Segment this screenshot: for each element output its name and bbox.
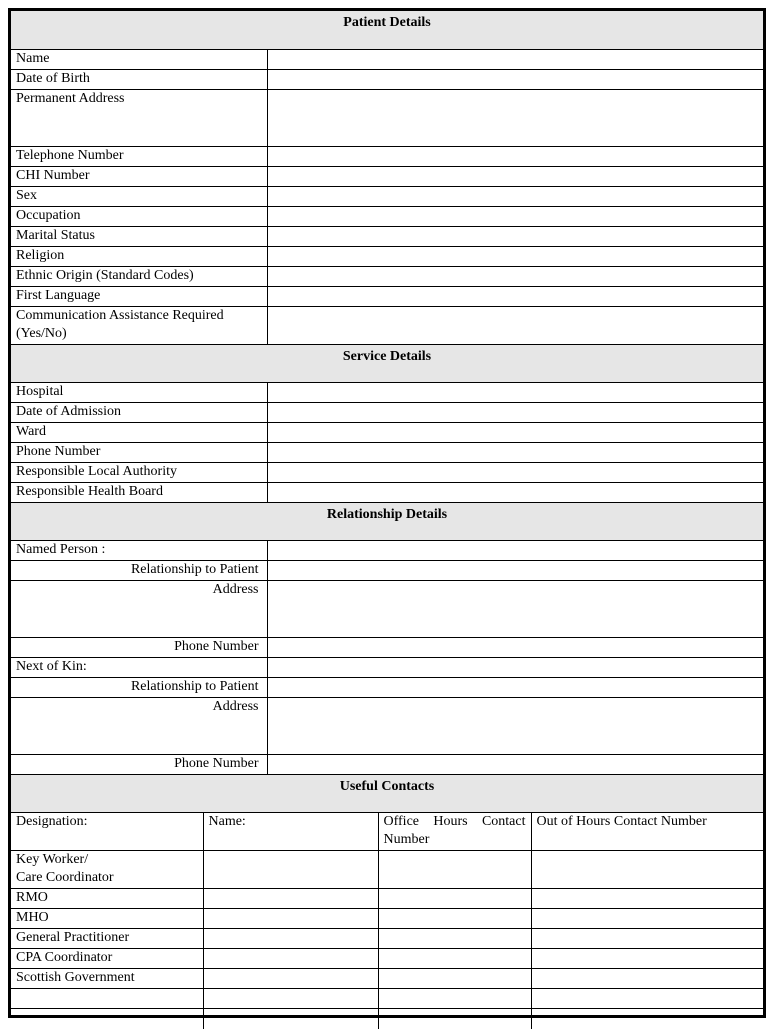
contact-out-of-hours-cell[interactable]	[531, 889, 763, 909]
contact-name-cell[interactable]	[203, 929, 378, 949]
contact-designation-key-worker	[11, 851, 203, 889]
key-worker-line2: Care Coordinator	[16, 870, 114, 885]
useful-contacts-table	[11, 812, 763, 1029]
section-title-relationship: Relationship Details	[11, 502, 763, 540]
field-ward[interactable]	[267, 422, 763, 442]
label-hospital: Hospital	[11, 382, 267, 402]
label-ethnic-origin: Ethnic Origin (Standard Codes)	[11, 266, 267, 286]
key-worker-line1: Key Worker/	[16, 852, 89, 867]
contact-designation-rmo: RMO	[11, 889, 203, 909]
contact-designation-blank[interactable]	[11, 989, 203, 1009]
contact-out-of-hours-cell[interactable]	[531, 909, 763, 929]
label-marital-status: Marital Status	[11, 226, 267, 246]
header-office-hours: Office Hours Contact Number	[378, 813, 531, 851]
field-named-person-phone[interactable]	[267, 637, 763, 657]
field-marital-status[interactable]	[267, 226, 763, 246]
field-telephone-number[interactable]	[267, 146, 763, 166]
label-date-of-admission: Date of Admission	[11, 402, 267, 422]
field-ethnic-origin[interactable]	[267, 266, 763, 286]
label-religion: Religion	[11, 246, 267, 266]
contact-office-hours-cell[interactable]	[378, 949, 531, 969]
contact-designation-mho: MHO	[11, 909, 203, 929]
field-date-of-admission[interactable]	[267, 402, 763, 422]
field-hospital[interactable]	[267, 382, 763, 402]
field-chi-number[interactable]	[267, 166, 763, 186]
contact-office-hours-cell[interactable]	[378, 851, 531, 889]
field-named-person-relationship[interactable]	[267, 560, 763, 580]
label-ward: Ward	[11, 422, 267, 442]
label-date-of-birth: Date of Birth	[11, 69, 267, 89]
section-title-service: Service Details	[11, 344, 763, 382]
patient-details-table	[11, 11, 763, 812]
contact-office-hours-cell[interactable]	[378, 989, 531, 1009]
contact-office-hours-cell[interactable]	[378, 969, 531, 989]
contact-office-hours-cell[interactable]	[378, 889, 531, 909]
contact-out-of-hours-cell[interactable]	[531, 851, 763, 889]
field-religion[interactable]	[267, 246, 763, 266]
label-communication-assistance: Communication Assistance Required (Yes/No)	[11, 306, 267, 344]
contact-designation-gp: General Practitioner	[11, 929, 203, 949]
field-sex[interactable]	[267, 186, 763, 206]
field-communication-assistance[interactable]	[267, 306, 763, 344]
field-permanent-address[interactable]	[267, 89, 763, 146]
contact-office-hours-cell[interactable]	[378, 909, 531, 929]
label-responsible-local-authority: Responsible Local Authority	[11, 462, 267, 482]
label-name: Name	[11, 49, 267, 69]
label-next-of-kin-address: Address	[11, 697, 267, 754]
field-next-of-kin[interactable]	[267, 657, 763, 677]
field-service-phone-number[interactable]	[267, 442, 763, 462]
label-permanent-address: Permanent Address	[11, 89, 267, 146]
field-next-of-kin-relationship[interactable]	[267, 677, 763, 697]
field-named-person[interactable]	[267, 540, 763, 560]
header-name: Name:	[203, 813, 378, 851]
field-first-language[interactable]	[267, 286, 763, 306]
contact-name-cell[interactable]	[203, 949, 378, 969]
label-occupation: Occupation	[11, 206, 267, 226]
header-designation: Designation:	[11, 813, 203, 851]
field-occupation[interactable]	[267, 206, 763, 226]
label-named-person-phone: Phone Number	[11, 637, 267, 657]
contact-out-of-hours-cell[interactable]	[531, 989, 763, 1009]
label-sex: Sex	[11, 186, 267, 206]
label-telephone-number: Telephone Number	[11, 146, 267, 166]
section-title-patient: Patient Details	[11, 11, 763, 49]
field-responsible-local-authority[interactable]	[267, 462, 763, 482]
contact-name-cell[interactable]	[203, 889, 378, 909]
field-next-of-kin-address[interactable]	[267, 697, 763, 754]
contact-office-hours-cell[interactable]	[378, 929, 531, 949]
contact-designation-scottish-government: Scottish Government	[11, 969, 203, 989]
contact-name-cell[interactable]	[203, 909, 378, 929]
field-name[interactable]	[267, 49, 763, 69]
label-named-person-address: Address	[11, 580, 267, 637]
form-frame	[8, 8, 766, 1018]
contact-name-cell[interactable]	[203, 851, 378, 889]
field-named-person-address[interactable]	[267, 580, 763, 637]
contact-name-cell[interactable]	[203, 989, 378, 1009]
contact-designation-cpa: CPA Coordinator	[11, 949, 203, 969]
contact-out-of-hours-cell[interactable]	[531, 949, 763, 969]
contact-out-of-hours-cell[interactable]	[531, 929, 763, 949]
label-chi-number: CHI Number	[11, 166, 267, 186]
label-next-of-kin: Next of Kin:	[11, 657, 267, 677]
header-out-of-hours: Out of Hours Contact Number	[531, 813, 763, 851]
label-next-of-kin-relationship: Relationship to Patient	[11, 677, 267, 697]
label-first-language: First Language	[11, 286, 267, 306]
label-named-person-relationship: Relationship to Patient	[11, 560, 267, 580]
field-next-of-kin-phone[interactable]	[267, 754, 763, 774]
section-title-contacts: Useful Contacts	[11, 774, 763, 812]
contact-name-cell[interactable]	[203, 969, 378, 989]
label-service-phone-number: Phone Number	[11, 442, 267, 462]
field-date-of-birth[interactable]	[267, 69, 763, 89]
contact-out-of-hours-cell[interactable]	[531, 969, 763, 989]
field-responsible-health-board[interactable]	[267, 482, 763, 502]
label-named-person: Named Person :	[11, 540, 267, 560]
label-responsible-health-board: Responsible Health Board	[11, 482, 267, 502]
label-next-of-kin-phone: Phone Number	[11, 754, 267, 774]
